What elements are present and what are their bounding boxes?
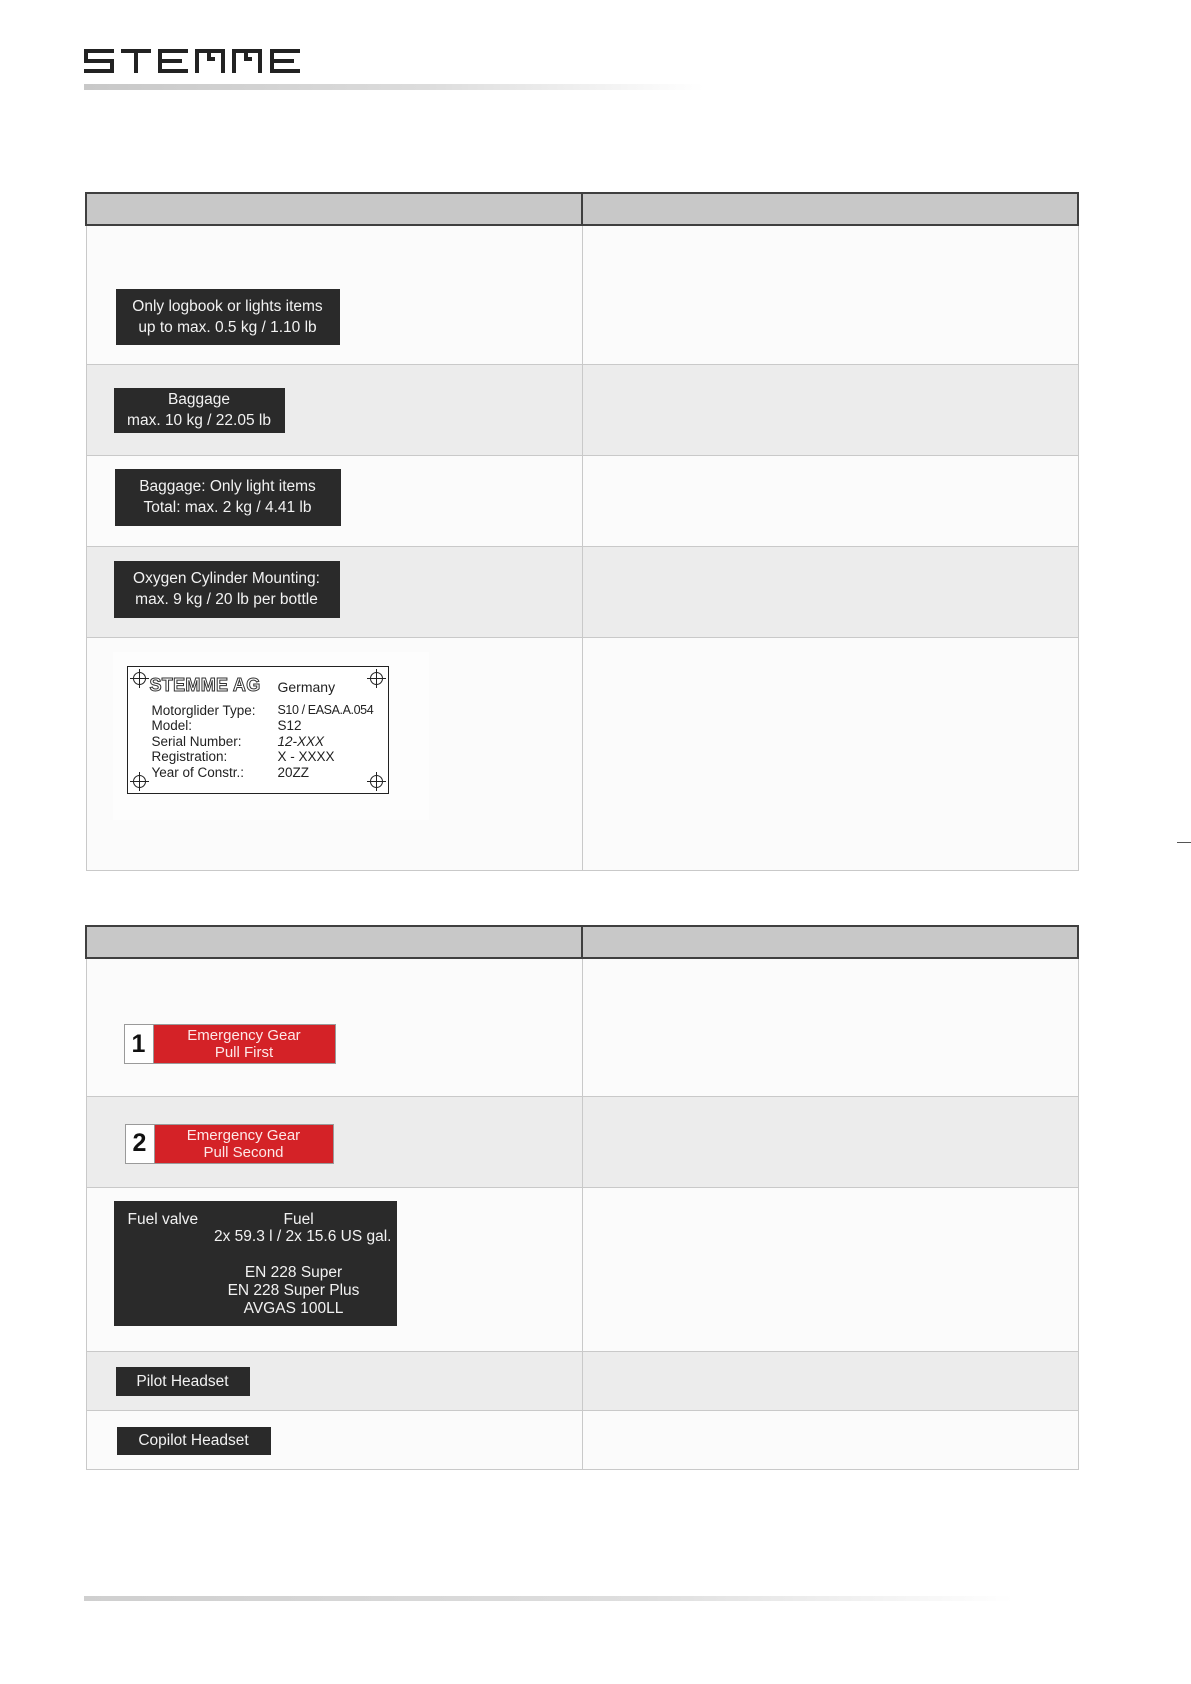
plate-label: Motorglider Type: bbox=[151, 702, 256, 718]
fuel-capacity: 2x 59.3 l / 2x 15.6 US gal. bbox=[214, 1227, 392, 1245]
light-baggage-placard bbox=[115, 469, 341, 526]
fuel-valve-label: Fuel valve bbox=[127, 1210, 199, 1228]
margin-mark bbox=[1177, 842, 1191, 843]
table-header-cell bbox=[582, 193, 1078, 225]
plate-label: Serial Number: bbox=[151, 733, 242, 749]
placard-cell bbox=[86, 225, 582, 364]
description-cell bbox=[582, 1096, 1078, 1187]
screw-icon bbox=[370, 672, 383, 685]
description-cell bbox=[582, 364, 1078, 455]
placard-cell bbox=[86, 364, 582, 455]
pilot-headset-placard: Pilot Headset bbox=[116, 1367, 250, 1396]
baggage-placard bbox=[114, 388, 285, 433]
placard-line: Only logbook or lights items bbox=[132, 298, 323, 315]
gear-step-number: 2 bbox=[126, 1125, 155, 1163]
placard-cell bbox=[86, 958, 582, 1096]
placard-cell bbox=[86, 1096, 582, 1187]
table-header-cell bbox=[582, 926, 1078, 958]
header-rule bbox=[84, 84, 704, 90]
description-cell bbox=[582, 225, 1078, 364]
description-cell bbox=[582, 1351, 1078, 1410]
placard-line: max. 10 kg / 22.05 lb bbox=[127, 412, 271, 429]
gear-line: Emergency Gear bbox=[186, 1126, 301, 1144]
gear-text bbox=[155, 1125, 333, 1163]
placard-table-2 bbox=[85, 925, 1079, 1470]
oxygen-cylinder-placard bbox=[114, 561, 340, 618]
plate-values bbox=[278, 703, 374, 781]
placard-line: up to max. 0.5 kg / 1.10 lb bbox=[138, 319, 317, 336]
emergency-gear-second-placard bbox=[125, 1124, 334, 1164]
description-cell bbox=[582, 1187, 1078, 1351]
emergency-gear-first-placard bbox=[124, 1024, 336, 1064]
fuel-type: EN 228 Super bbox=[244, 1263, 343, 1281]
placard-line: Total: max. 2 kg / 4.41 lb bbox=[143, 499, 312, 516]
fuel-types bbox=[204, 1264, 384, 1318]
plate-label: Year of Constr.: bbox=[151, 764, 245, 780]
plate-value: S10 / EASA.A.054 bbox=[277, 702, 374, 717]
plate-value: X - XXXX bbox=[277, 749, 335, 764]
placard-cell bbox=[86, 637, 582, 870]
description-cell bbox=[582, 1410, 1078, 1469]
logbook-placard bbox=[116, 289, 340, 345]
type-plate-image bbox=[113, 652, 429, 820]
footer-rule bbox=[84, 1596, 1014, 1601]
screw-icon bbox=[133, 672, 146, 685]
description-cell bbox=[582, 958, 1078, 1096]
gear-text bbox=[154, 1025, 335, 1063]
fuel-label: Fuel bbox=[283, 1210, 314, 1228]
plate-labels bbox=[152, 703, 256, 781]
copilot-headset-placard: Copilot Headset bbox=[117, 1427, 271, 1455]
placard-cell bbox=[86, 1410, 582, 1469]
placard-line: Baggage: Only light items bbox=[139, 478, 316, 495]
plate-label: Registration: bbox=[151, 749, 228, 764]
fuel-type: EN 228 Super Plus bbox=[227, 1281, 360, 1299]
description-cell bbox=[582, 455, 1078, 546]
plate-value: 12-XXX bbox=[277, 733, 325, 749]
stemme-logo bbox=[84, 49, 300, 73]
placard-cell bbox=[86, 455, 582, 546]
table-header-cell bbox=[86, 193, 582, 225]
placard-cell bbox=[86, 546, 582, 637]
plate-company: STEMME AG bbox=[149, 674, 261, 695]
plate-value: 20ZZ bbox=[277, 764, 310, 780]
gear-line: Pull First bbox=[214, 1044, 274, 1061]
type-plate bbox=[127, 666, 389, 794]
placard-line: Baggage bbox=[167, 391, 231, 408]
fuel-placard bbox=[114, 1201, 397, 1326]
table-header-cell bbox=[86, 926, 582, 958]
placard-line: Oxygen Cylinder Mounting: bbox=[133, 570, 320, 587]
fuel-type: AVGAS 100LL bbox=[243, 1299, 344, 1317]
placard-cell bbox=[86, 1187, 582, 1351]
description-cell bbox=[582, 546, 1078, 637]
plate-country: Germany bbox=[277, 678, 336, 695]
plate-label: Model: bbox=[151, 718, 193, 733]
placard-line: max. 9 kg / 20 lb per bottle bbox=[135, 591, 318, 608]
placard-cell bbox=[86, 1351, 582, 1410]
gear-line: Pull Second bbox=[203, 1143, 284, 1161]
gear-step-number: 1 bbox=[125, 1025, 154, 1063]
placard-table-1 bbox=[85, 192, 1079, 871]
screw-icon bbox=[133, 775, 146, 788]
plate-value: S12 bbox=[277, 718, 302, 733]
description-cell bbox=[582, 637, 1078, 870]
gear-line: Emergency Gear bbox=[187, 1027, 301, 1044]
